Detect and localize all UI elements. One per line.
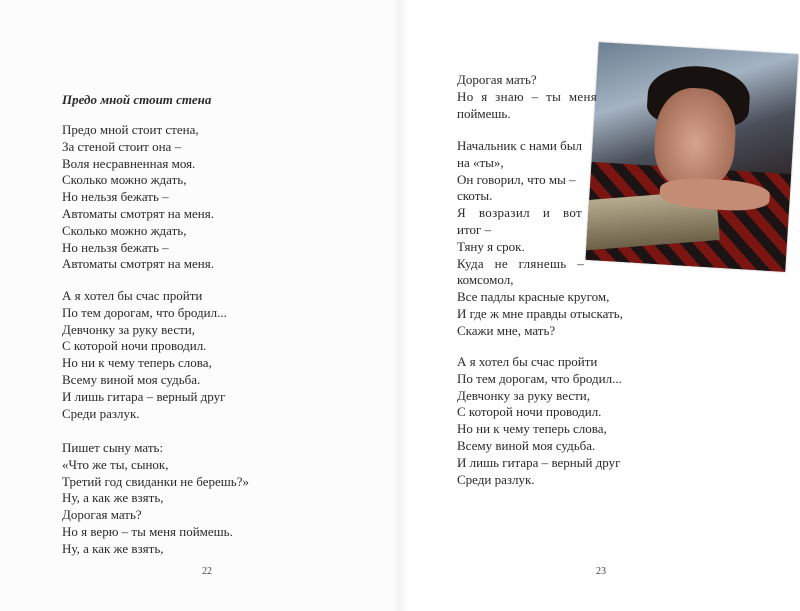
verse-line: Среди разлук. xyxy=(62,405,140,421)
verse-line: Девчонку за руку вести, xyxy=(62,321,195,337)
verse-line: За стеной стоит она – xyxy=(62,138,182,154)
verse-line: С которой ночи проводил. xyxy=(457,404,602,420)
verse-line: Начальник с нами был xyxy=(457,138,582,153)
poem-title: Предо мной стоит стена xyxy=(62,92,212,107)
right-stanza-3 xyxy=(457,354,622,488)
verse-line: И где ж мне правды отыскать, xyxy=(457,305,623,321)
verse-line: Предо мной стоит стена, xyxy=(62,122,199,137)
verse-line: Но я верю – ты меня поймешь. xyxy=(62,523,233,539)
verse-line: Девчонку за руку вести, xyxy=(457,387,590,403)
verse-line: И лишь гитара – верный друг xyxy=(457,454,621,470)
verse-line: Пишет сыну мать: xyxy=(62,440,164,455)
verse-line: «Что же ты, сынок, xyxy=(62,456,169,472)
verse-line: По тем дорогам, что бродил... xyxy=(62,304,227,320)
verse-line: поймешь. xyxy=(457,105,511,121)
verse-line: С которой ночи проводил. xyxy=(62,338,207,354)
page-number-left: 22 xyxy=(202,566,212,577)
verse-line: Я возразил и вот xyxy=(457,205,582,221)
verse-line: скоты. xyxy=(457,188,493,204)
left-stanza-1 xyxy=(62,122,214,273)
verse-line: По тем дорогам, что бродил... xyxy=(457,370,622,386)
verse-line: Среди разлук. xyxy=(457,471,535,487)
verse-line: итог – xyxy=(457,221,492,237)
verse-line: А я хотел бы счас пройти xyxy=(457,354,598,369)
verse-line: Всему виной моя судьба. xyxy=(457,437,596,453)
left-stanza-3 xyxy=(62,440,249,558)
verse-line: Третий год свиданки не берешь?» xyxy=(62,473,249,489)
verse-line: Ну, а как же взять, xyxy=(62,540,164,556)
verse-line: Но нельзя бежать – xyxy=(62,239,169,255)
verse-line: Он говорил, что мы – xyxy=(457,171,576,187)
verse-line: Все падлы красные кругом, xyxy=(457,289,610,305)
verse-line: Дорогая мать? xyxy=(457,72,537,87)
verse-line: Ну, а как же взять, xyxy=(62,490,164,506)
verse-line: И лишь гитара – верный друг xyxy=(62,388,226,404)
verse-line: комсомол, xyxy=(457,272,514,288)
verse-line: Автоматы смотрят на меня. xyxy=(62,256,214,272)
book-gutter xyxy=(392,0,408,611)
verse-line: Дорогая мать? xyxy=(62,507,142,523)
verse-line: Сколько можно ждать, xyxy=(62,222,187,238)
verse-line: на «ты», xyxy=(457,154,504,170)
page-number-right: 23 xyxy=(596,566,606,577)
verse-line: Но нельзя бежать – xyxy=(62,189,169,205)
verse-line: Скажи мне, мать? xyxy=(457,322,556,338)
verse-line: Куда не глянешь – xyxy=(457,255,584,271)
verse-line: Всему виной моя судьба. xyxy=(62,371,201,387)
verse-line: А я хотел бы счас пройти xyxy=(62,288,203,303)
verse-line: Тяну я срок. xyxy=(457,238,525,254)
verse-line: Автоматы смотрят на меня. xyxy=(62,205,214,221)
verse-line: Но ни к чему теперь слова, xyxy=(62,355,212,371)
right-stanza-1 xyxy=(457,72,597,122)
right-stanza-2 xyxy=(457,138,623,340)
verse-line: Воля несравненная моя. xyxy=(62,155,196,171)
verse-line: Сколько можно ждать, xyxy=(62,172,187,188)
verse-line: Но ни к чему теперь слова, xyxy=(457,421,607,437)
left-stanza-2 xyxy=(62,288,227,422)
verse-line: Но я знаю – ты меня xyxy=(457,88,597,104)
